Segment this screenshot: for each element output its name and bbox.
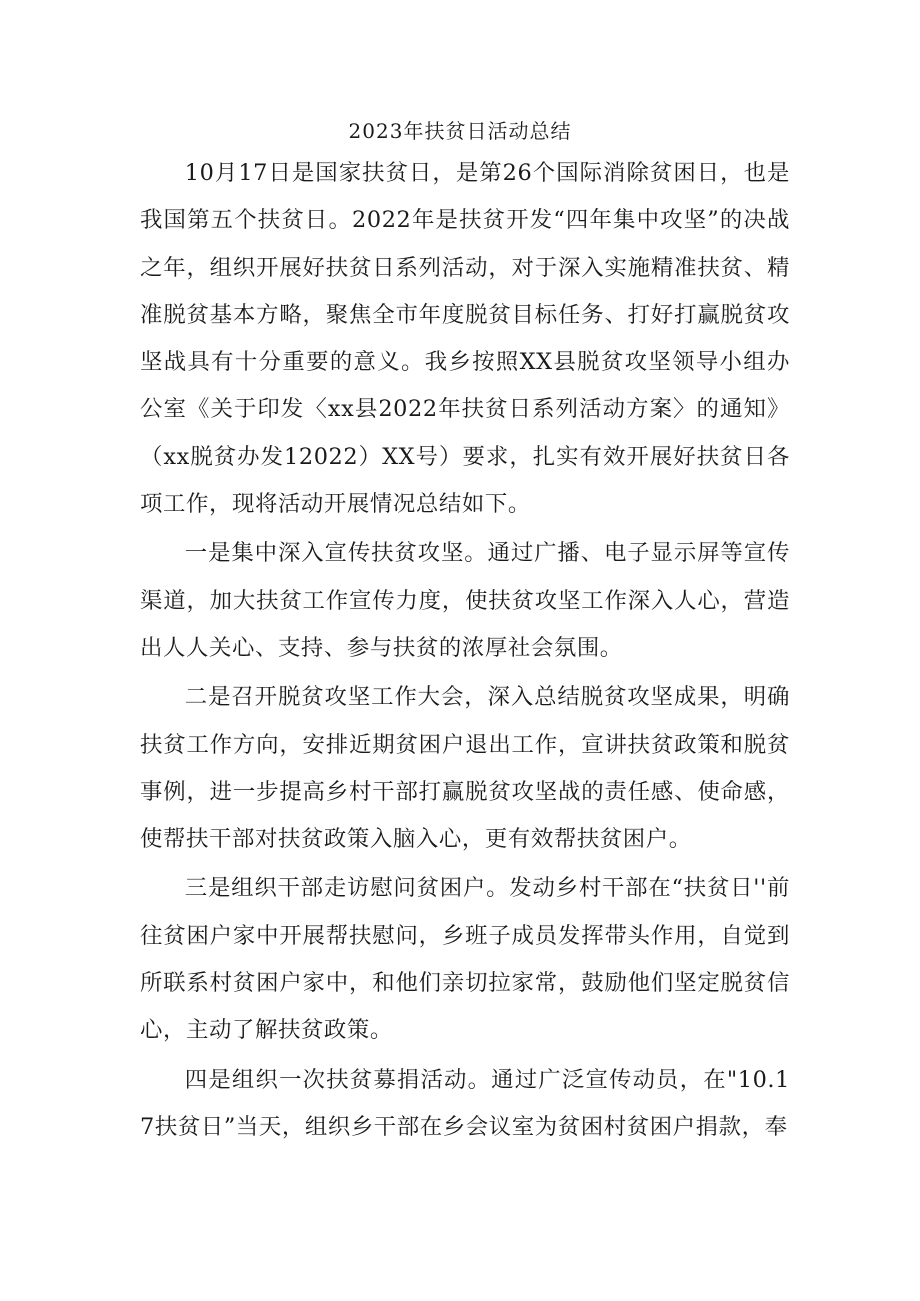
document-body (140, 150, 790, 1153)
paragraph-item-1: 一是集中深入宣传扶贫攻坚。通过广播、电子显示屏等宣传渠道，加大扶贫工作宣传力度，使扶贫攻坚工作深入人心，营造出人人关心、支持、参与扶贫的浓厚社会氛围。 (140, 540, 790, 661)
document-title: 2023年扶贫日活动总结 (348, 119, 572, 143)
paragraph-item-4: 四是组织一次扶贫募捐活动。通过广泛宣传动员，在"10.17扶贫日”当天，组织乡干部在乡会议室为贫困村贫困户捐款，奉 (140, 1066, 790, 1140)
paragraph-item-3: 三是组织干部走访慰问贫困户。发动乡村干部在“扶贫日''前往贫困户家中开展帮扶慰问，乡班子成员发挥带头作用，自觉到所联系村贫困户家中，和他们亲切拉家常，鼓励他们坚定脱贫信心，主动了解扶贫政策。 (140, 875, 790, 1044)
paragraph-intro: 10月17日是国家扶贫日，是第26个国际消除贫困日，也是我国第五个扶贫日。2022年是扶贫开发“四年集中攻坚”的决战之年，组织开展好扶贫日系列活动，对于深入实施精准扶贫、精准脱贫基本方略，聚焦全市年度脱贫目标任务、打好打赢脱贫攻坚战具有十分重要的意义。我乡按照XX县脱贫攻坚领导小组办公室《关于印发〈xx县2022年扶贫日系列活动方案〉的通知》（xx脱贫办发12022）XX号）要求，扎实有效开展好扶贫日各项工作，现将活动开展情况总结如下。 (140, 160, 790, 518)
paragraph-item-2: 二是召开脱贫攻坚工作大会，深入总结脱贫攻坚成果，明确扶贫工作方向，安排近期贫困户退出工作，宣讲扶贫政策和脱贫事例，进一步提高乡村干部打赢脱贫攻坚战的责任感、使命感，使帮扶干部对扶贫政策入脑入心，更有效帮扶贫困户。 (140, 684, 790, 853)
